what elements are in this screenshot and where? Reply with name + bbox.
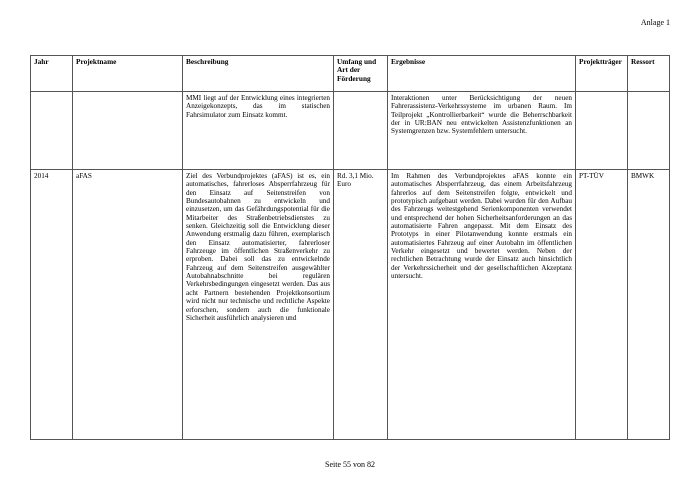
column-header-ergebnisse: Ergebnisse: [388, 56, 576, 92]
cell-projektname: aFAS: [73, 170, 183, 440]
cell-ressort: BMWK: [628, 170, 670, 440]
cell-umfang: [334, 92, 388, 170]
column-header-projekttraeger: Projektträger: [576, 56, 628, 92]
table-row: [31, 170, 670, 440]
cell-ergebnisse: Interaktionen unter Berücksichtigung der neuen Fahrerassistenz-Verkehrssysteme im urbanen Raum. Im Teilprojekt „Kontrollierbarkeit“ wurde die Beherrschbarkeit der in UR:BAN neu entwickelten Assistenzfunktionen an Systemgrenzen bzw. Systemfehlern untersucht.: [388, 92, 576, 170]
cell-ressort: [628, 92, 670, 170]
cell-beschreibung: MMI liegt auf der Entwicklung eines integrierten Anzeigekonzepts, das im statischen Fahrsimulator zum Einsatz kommt.: [183, 92, 334, 170]
column-header-jahr: Jahr: [31, 56, 73, 92]
column-header-umfang: Umfang und Art der Förderung: [334, 56, 388, 92]
cell-projektname: [73, 92, 183, 170]
cell-jahr: [31, 92, 73, 170]
projects-table: [30, 55, 670, 440]
table-row: [31, 92, 670, 170]
column-header-projektname: Projektname: [73, 56, 183, 92]
page-number-footer: Seite 55 von 82: [325, 460, 375, 469]
cell-projekttraeger: [576, 92, 628, 170]
column-header-ressort: Ressort: [628, 56, 670, 92]
cell-umfang: Rd. 3,1 Mio. Euro: [334, 170, 388, 440]
cell-projekttraeger: PT-TÜV: [576, 170, 628, 440]
page-annotation: Anlage 1: [640, 18, 670, 27]
cell-jahr: 2014: [31, 170, 73, 440]
column-header-beschreibung: Beschreibung: [183, 56, 334, 92]
table-header-row: [31, 56, 670, 92]
cell-beschreibung: Ziel des Verbundprojektes (aFAS) ist es, ein automatisches, fahrerloses Absperrfahrzeug für den Einsatz auf Seitenstreifen von Bundesautobahnen zu entwickeln und einzusetzen, um das Gefährdungspotential für die Mitarbeiter des Straßenbetriebsdienstes zu senken. Gleichzeitig soll die Entwicklung dieser Anwendung erstmalig dazu führen, exemplarisch den Einsatz automatisierter, fahrerloser Fahrzeuge im öffentlichen Straßenverkehr zu erproben. Dabei soll das zu entwickelnde Fahrzeug auf dem Seitenstreifen ausgewählter Autobahnabschnitte bei regulären Verkehrsbedingungen eingesetzt werden. Das aus acht Partnern bestehenden Projektkonsortium wird nicht nur technische und rechtliche Aspekte erforschen, sondern auch die funktionale Sicherheit ausführlich analysieren und: [183, 170, 334, 440]
cell-ergebnisse: Im Rahmen des Verbundprojektes aFAS konnte ein automatisches Absperrfahrzeug, das einem Arbeitsfahrzeug fahrerlos auf dem Seitenstreifen folgte, entwickelt und prototypisch aufgebaut werden. Dabei wurden für den Aufbau des Fahrzeugs weitestgehend Serienkomponenten verwendet und entsprechend der hohen Sicherheitsanforderungen an das automatisierte Fahren angepasst. Mit dem Einsatz des Prototyps in einer Pilotanwendung konnte erstmals ein automatisiertes Fahrzeug auf einer Autobahn im öffentlichen Verkehr eingesetzt und bewertet werden. Neben der rechtlichen Betrachtung wurde der Einsatz auch hinsichtlich der Verkehrssicherheit und der gesellschaftlichen Akzeptanz untersucht.: [388, 170, 576, 440]
